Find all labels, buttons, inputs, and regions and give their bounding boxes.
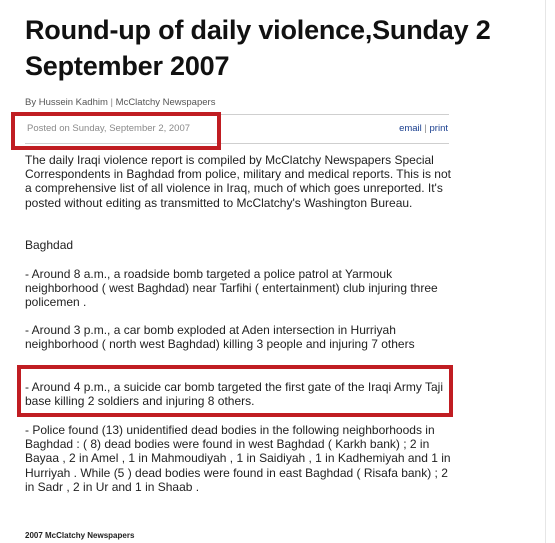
- article-title: Round-up of daily violence,Sunday 2 September 2007: [25, 15, 491, 81]
- article-intro: The daily Iraqi violence report is compiled by McClatchy Newspapers Special Correspondents in Baghdad from police, military and medical reports. This is not a comprehensive list of all violence in Iraq, much of which goes unreported. It's posted without editing as transmitted to McClatchy's Washington Bureau.: [25, 153, 451, 210]
- byline: [25, 97, 215, 108]
- posted-date: Posted on Sunday, September 2, 2007: [27, 123, 191, 134]
- report-item: - Around 3 p.m., a car bomb exploded at Aden intersection in Hurriyah neighborhood ( north west Baghdad) killing 3 people and injuring 7 others: [25, 323, 415, 352]
- report-item: - Around 8 a.m., a roadside bomb targeted a police patrol at Yarmouk neighborhood ( west Baghdad) near Tarfihi ( entertainment) club injuring three policemen .: [25, 267, 438, 310]
- copyright-footer: 2007 McClatchy Newspapers: [25, 531, 135, 540]
- byline-separator: |: [110, 97, 114, 108]
- byline-author: By Hussein Kadhim: [25, 97, 108, 108]
- section-heading: Baghdad: [25, 238, 74, 252]
- print-link[interactable]: print: [429, 123, 448, 134]
- tools-separator: |: [424, 123, 427, 134]
- page-edge-rule: [545, 0, 546, 543]
- report-item: - Police found (13) unidentified dead bodies in the following neighborhoods in Baghdad : ( 8) dead bodies were found in west Baghdad ( Karkh bank) ; 2 in Bayaa , 2 in Amel , 1 in Mahmoudiyah , 1 in Saidiyah , 1 in Kadhemiyah and 1 in Hurriyah . While (5 ) dead bodies were found in east Baghdad ( Risafa bank) ; 2 in Sadr , 2 in Ur and 1 in Shaab .: [25, 423, 451, 494]
- email-link[interactable]: email: [399, 123, 422, 134]
- report-item: - Around 4 p.m., a suicide car bomb targeted the first gate of the Iraqi Army Taji base killing 2 soldiers and injuring 8 others.: [25, 380, 443, 409]
- article-meta-bar: [25, 114, 449, 144]
- article-tools: [399, 123, 448, 134]
- byline-outlet: McClatchy Newspapers: [115, 97, 216, 108]
